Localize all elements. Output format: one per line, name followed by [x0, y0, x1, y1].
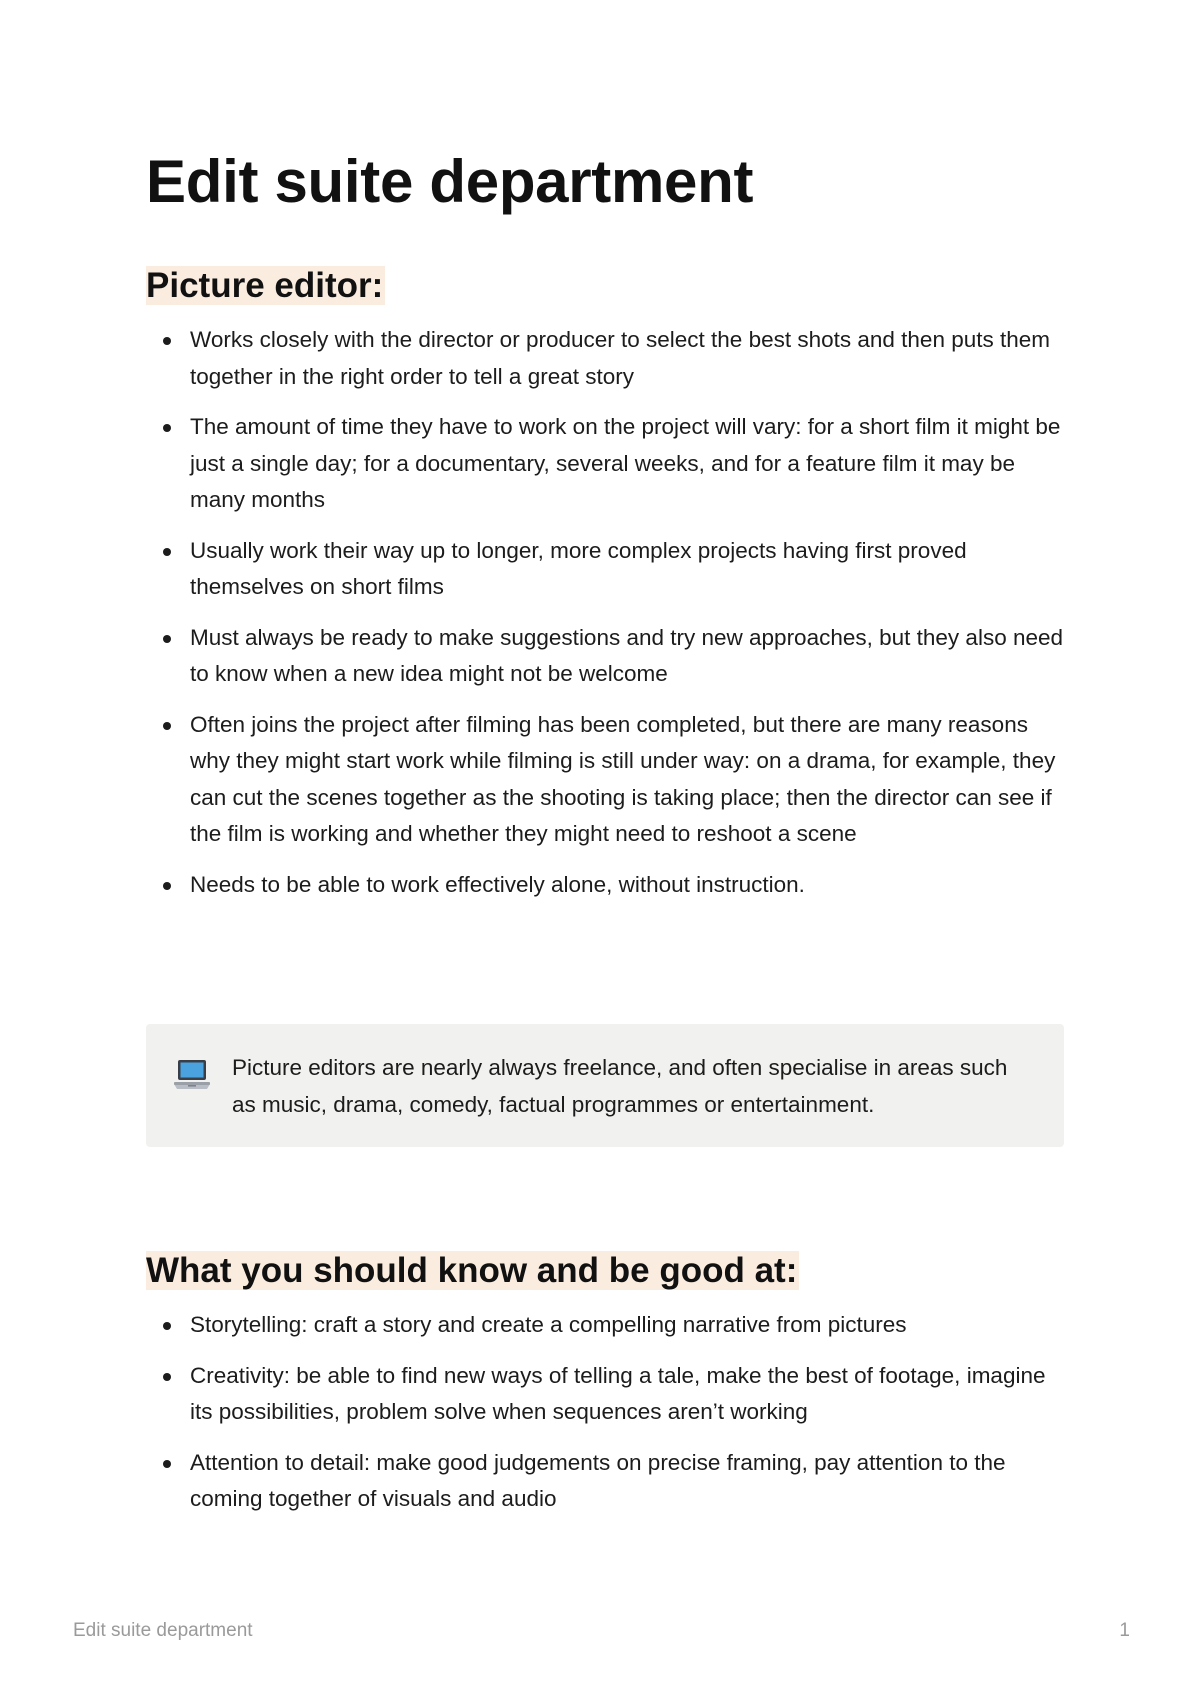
picture-editor-list — [190, 322, 1070, 917]
callout-text: Picture editors are nearly always freelance, and often specialise in areas such as music, drama, comedy, factual programmes or entertainment. — [232, 1055, 1008, 1117]
list-item: Attention to detail: make good judgements on precise framing, pay attention to the coming together of visuals and audio — [190, 1445, 1070, 1518]
callout-box — [146, 1024, 1064, 1147]
list-item: Works closely with the director or producer to select the best shots and then puts them together in the right order to tell a great story — [190, 322, 1070, 395]
footer-title: Edit suite department — [73, 1620, 253, 1641]
list-item: The amount of time they have to work on the project will vary: for a short film it might be just a single day; for a documentary, several weeks, and for a feature film it may be many months — [190, 409, 1070, 519]
heading-highlight: What you should know and be good at: — [146, 1251, 798, 1290]
section-heading-picture-editor — [146, 264, 385, 308]
list-item: Storytelling: craft a story and create a compelling narrative from pictures — [190, 1307, 1070, 1344]
list-item: Creativity: be able to find new ways of telling a tale, make the best of footage, imagine its possibilities, problem solve when sequences aren’t working — [190, 1358, 1070, 1431]
page-title: Edit suite department — [146, 148, 754, 215]
section-heading-skills — [146, 1249, 799, 1293]
heading-highlight: Picture editor: — [146, 266, 384, 305]
page-number: 1 — [1119, 1620, 1130, 1641]
skills-list — [190, 1307, 1070, 1532]
list-item: Usually work their way up to longer, more complex projects having first proved themselves on short films — [190, 533, 1070, 606]
list-item: Must always be ready to make suggestions and try new approaches, but they also need to know when a new idea might not be welcome — [190, 620, 1070, 693]
laptop-icon — [172, 1058, 212, 1092]
list-item: Needs to be able to work effectively alone, without instruction. — [190, 867, 1070, 904]
list-item: Often joins the project after filming has been completed, but there are many reasons why they might start work while filming is still under way: on a drama, for example, they can cut the scenes together as the shooting is taking place; then the director can see if the film is working and whether they might need to reshoot a scene — [190, 707, 1070, 853]
